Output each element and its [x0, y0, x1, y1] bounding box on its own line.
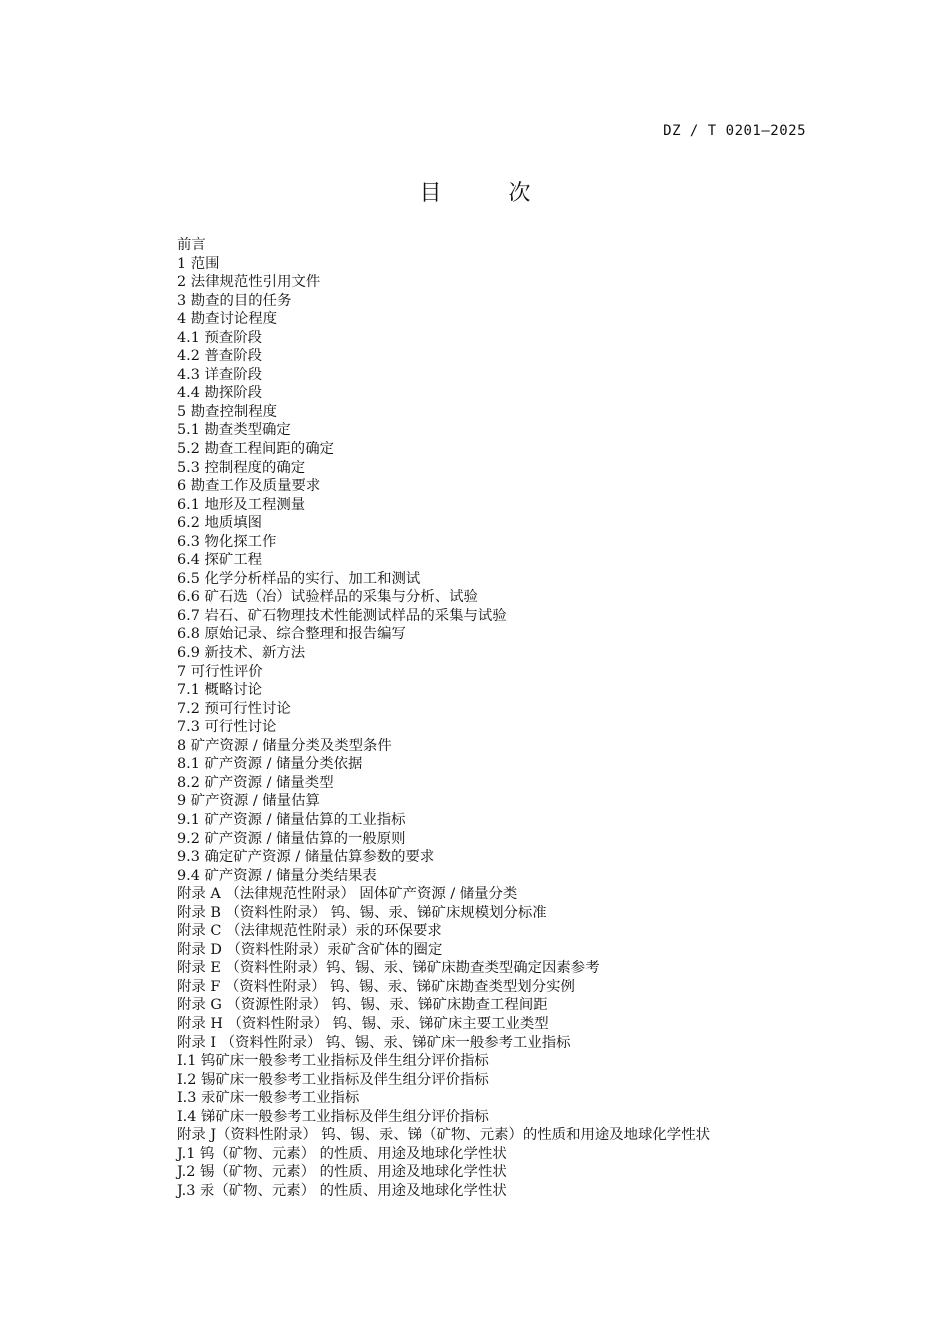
toc-entry[interactable]: 5 勘查控制程度: [177, 403, 278, 420]
toc-entry[interactable]: 附录 J（资料性附录） 钨、锡、汞、锑（矿物、元素）的性质和用途及地球化学性状: [177, 1127, 710, 1144]
toc-entry[interactable]: 9.1 矿产资源 / 储量估算的工业指标: [177, 811, 406, 828]
toc-entry[interactable]: 8.2 矿产资源 / 储量类型: [177, 774, 334, 791]
toc-entry[interactable]: I.3 汞矿床一般参考工业指标: [177, 1090, 360, 1107]
toc-entry[interactable]: 6.5 化学分析样品的实行、加工和测试: [177, 570, 421, 587]
toc-entry[interactable]: 6.4 探矿工程: [177, 552, 263, 569]
toc-entry[interactable]: J.2 锡（矿物、元素） 的性质、用途及地球化学性状: [177, 1164, 507, 1181]
toc-entry[interactable]: 8.1 矿产资源 / 储量分类依据: [177, 756, 363, 773]
toc-entry[interactable]: 前言: [177, 237, 206, 253]
document-code: DZ / T 0201—2025: [663, 123, 806, 139]
toc-entry[interactable]: 8 矿产资源 / 储量分类及类型条件: [177, 737, 392, 754]
toc-entry[interactable]: I.2 锡矿床一般参考工业指标及伴生组分评价指标: [177, 1071, 489, 1088]
toc-entry[interactable]: 5.2 勘查工程间距的确定: [177, 441, 334, 458]
toc-entry[interactable]: 附录 D （资料性附录）汞矿含矿体的圈定: [177, 941, 443, 958]
toc-entry[interactable]: I.1 钨矿床一般参考工业指标及伴生组分评价指标: [177, 1053, 489, 1070]
toc-entry[interactable]: 附录 H （资料性附录） 钨、锡、汞、锑矿床主要工业类型: [177, 1015, 549, 1032]
toc-entry[interactable]: 7.2 预可行性讨论: [177, 700, 291, 717]
toc-entry[interactable]: 5.3 控制程度的确定: [177, 459, 306, 476]
toc-entry[interactable]: 6.7 岩石、矿石物理技术性能测试样品的采集与试验: [177, 607, 507, 624]
toc-entry[interactable]: 4.2 普查阶段: [177, 348, 263, 365]
toc-entry[interactable]: 6 勘查工作及质量要求: [177, 478, 321, 495]
toc-entry[interactable]: J.3 汞（矿物、元素） 的性质、用途及地球化学性状: [177, 1182, 507, 1199]
toc-entry[interactable]: 5.1 勘查类型确定: [177, 422, 291, 439]
toc-entry[interactable]: 4.3 详查阶段: [177, 366, 263, 383]
toc-entry[interactable]: 7.1 概略讨论: [177, 682, 263, 699]
toc-entry[interactable]: 附录 I （资料性附录） 钨、锡、汞、锑矿床一般参考工业指标: [177, 1034, 571, 1051]
toc-entry[interactable]: 附录 F （资料性附录） 钨、锡、汞、锑矿床勘查类型划分实例: [177, 978, 575, 995]
toc-entry[interactable]: 附录 C （法律规范性附录）汞的环保要求: [177, 923, 442, 940]
toc-entry[interactable]: 6.9 新技术、新方法: [177, 645, 306, 662]
toc-entry[interactable]: 9 矿产资源 / 储量估算: [177, 793, 320, 810]
toc-entry[interactable]: 6.1 地形及工程测量: [177, 496, 306, 513]
page-title: 目 次: [419, 181, 561, 206]
toc-entry[interactable]: 6.8 原始记录、综合整理和报告编写: [177, 626, 406, 643]
toc-entry[interactable]: 附录 E （资料性附录）钨、锡、汞、锑矿床勘查类型确定因素参考: [177, 960, 600, 977]
toc-entry[interactable]: 4.4 勘探阶段: [177, 385, 263, 402]
toc-entry[interactable]: 9.4 矿产资源 / 储量分类结果表: [177, 867, 377, 884]
toc-entry[interactable]: 4 勘查讨论程度: [177, 311, 278, 328]
toc-entry[interactable]: 6.2 地质填图: [177, 515, 263, 532]
toc-entry[interactable]: 6.3 物化探工作: [177, 533, 277, 550]
toc-entry[interactable]: 9.3 确定矿产资源 / 储量估算参数的要求: [177, 849, 435, 866]
toc-entry[interactable]: 4.1 预查阶段: [177, 329, 263, 346]
toc-entry[interactable]: 7 可行性评价: [177, 663, 263, 680]
toc-entry[interactable]: 9.2 矿产资源 / 储量估算的一般原则: [177, 830, 406, 847]
toc-entry[interactable]: I.4 锑矿床一般参考工业指标及伴生组分评价指标: [177, 1108, 489, 1125]
toc-entry[interactable]: 2 法律规范性引用文件: [177, 274, 321, 291]
toc-entry[interactable]: 7.3 可行性讨论: [177, 719, 277, 736]
toc-entry[interactable]: J.1 钨（矿物、元素） 的性质、用途及地球化学性状: [177, 1145, 507, 1162]
toc-entry[interactable]: 附录 G （资源性附录） 钨、锡、汞、锑矿床勘查工程间距: [177, 997, 548, 1014]
toc-entry[interactable]: 附录 B （资料性附录） 钨、锡、汞、锑矿床规模划分标准: [177, 904, 547, 921]
table-of-contents: [177, 236, 817, 1200]
toc-entry[interactable]: 6.6 矿石选（冶）试验样品的采集与分析、试验: [177, 589, 478, 606]
toc-entry[interactable]: 1 范围: [177, 255, 220, 272]
toc-entry[interactable]: 3 勘查的目的任务: [177, 292, 292, 309]
toc-entry[interactable]: 附录 A （法律规范性附录） 固体矿产资源 / 储量分类: [177, 886, 518, 903]
